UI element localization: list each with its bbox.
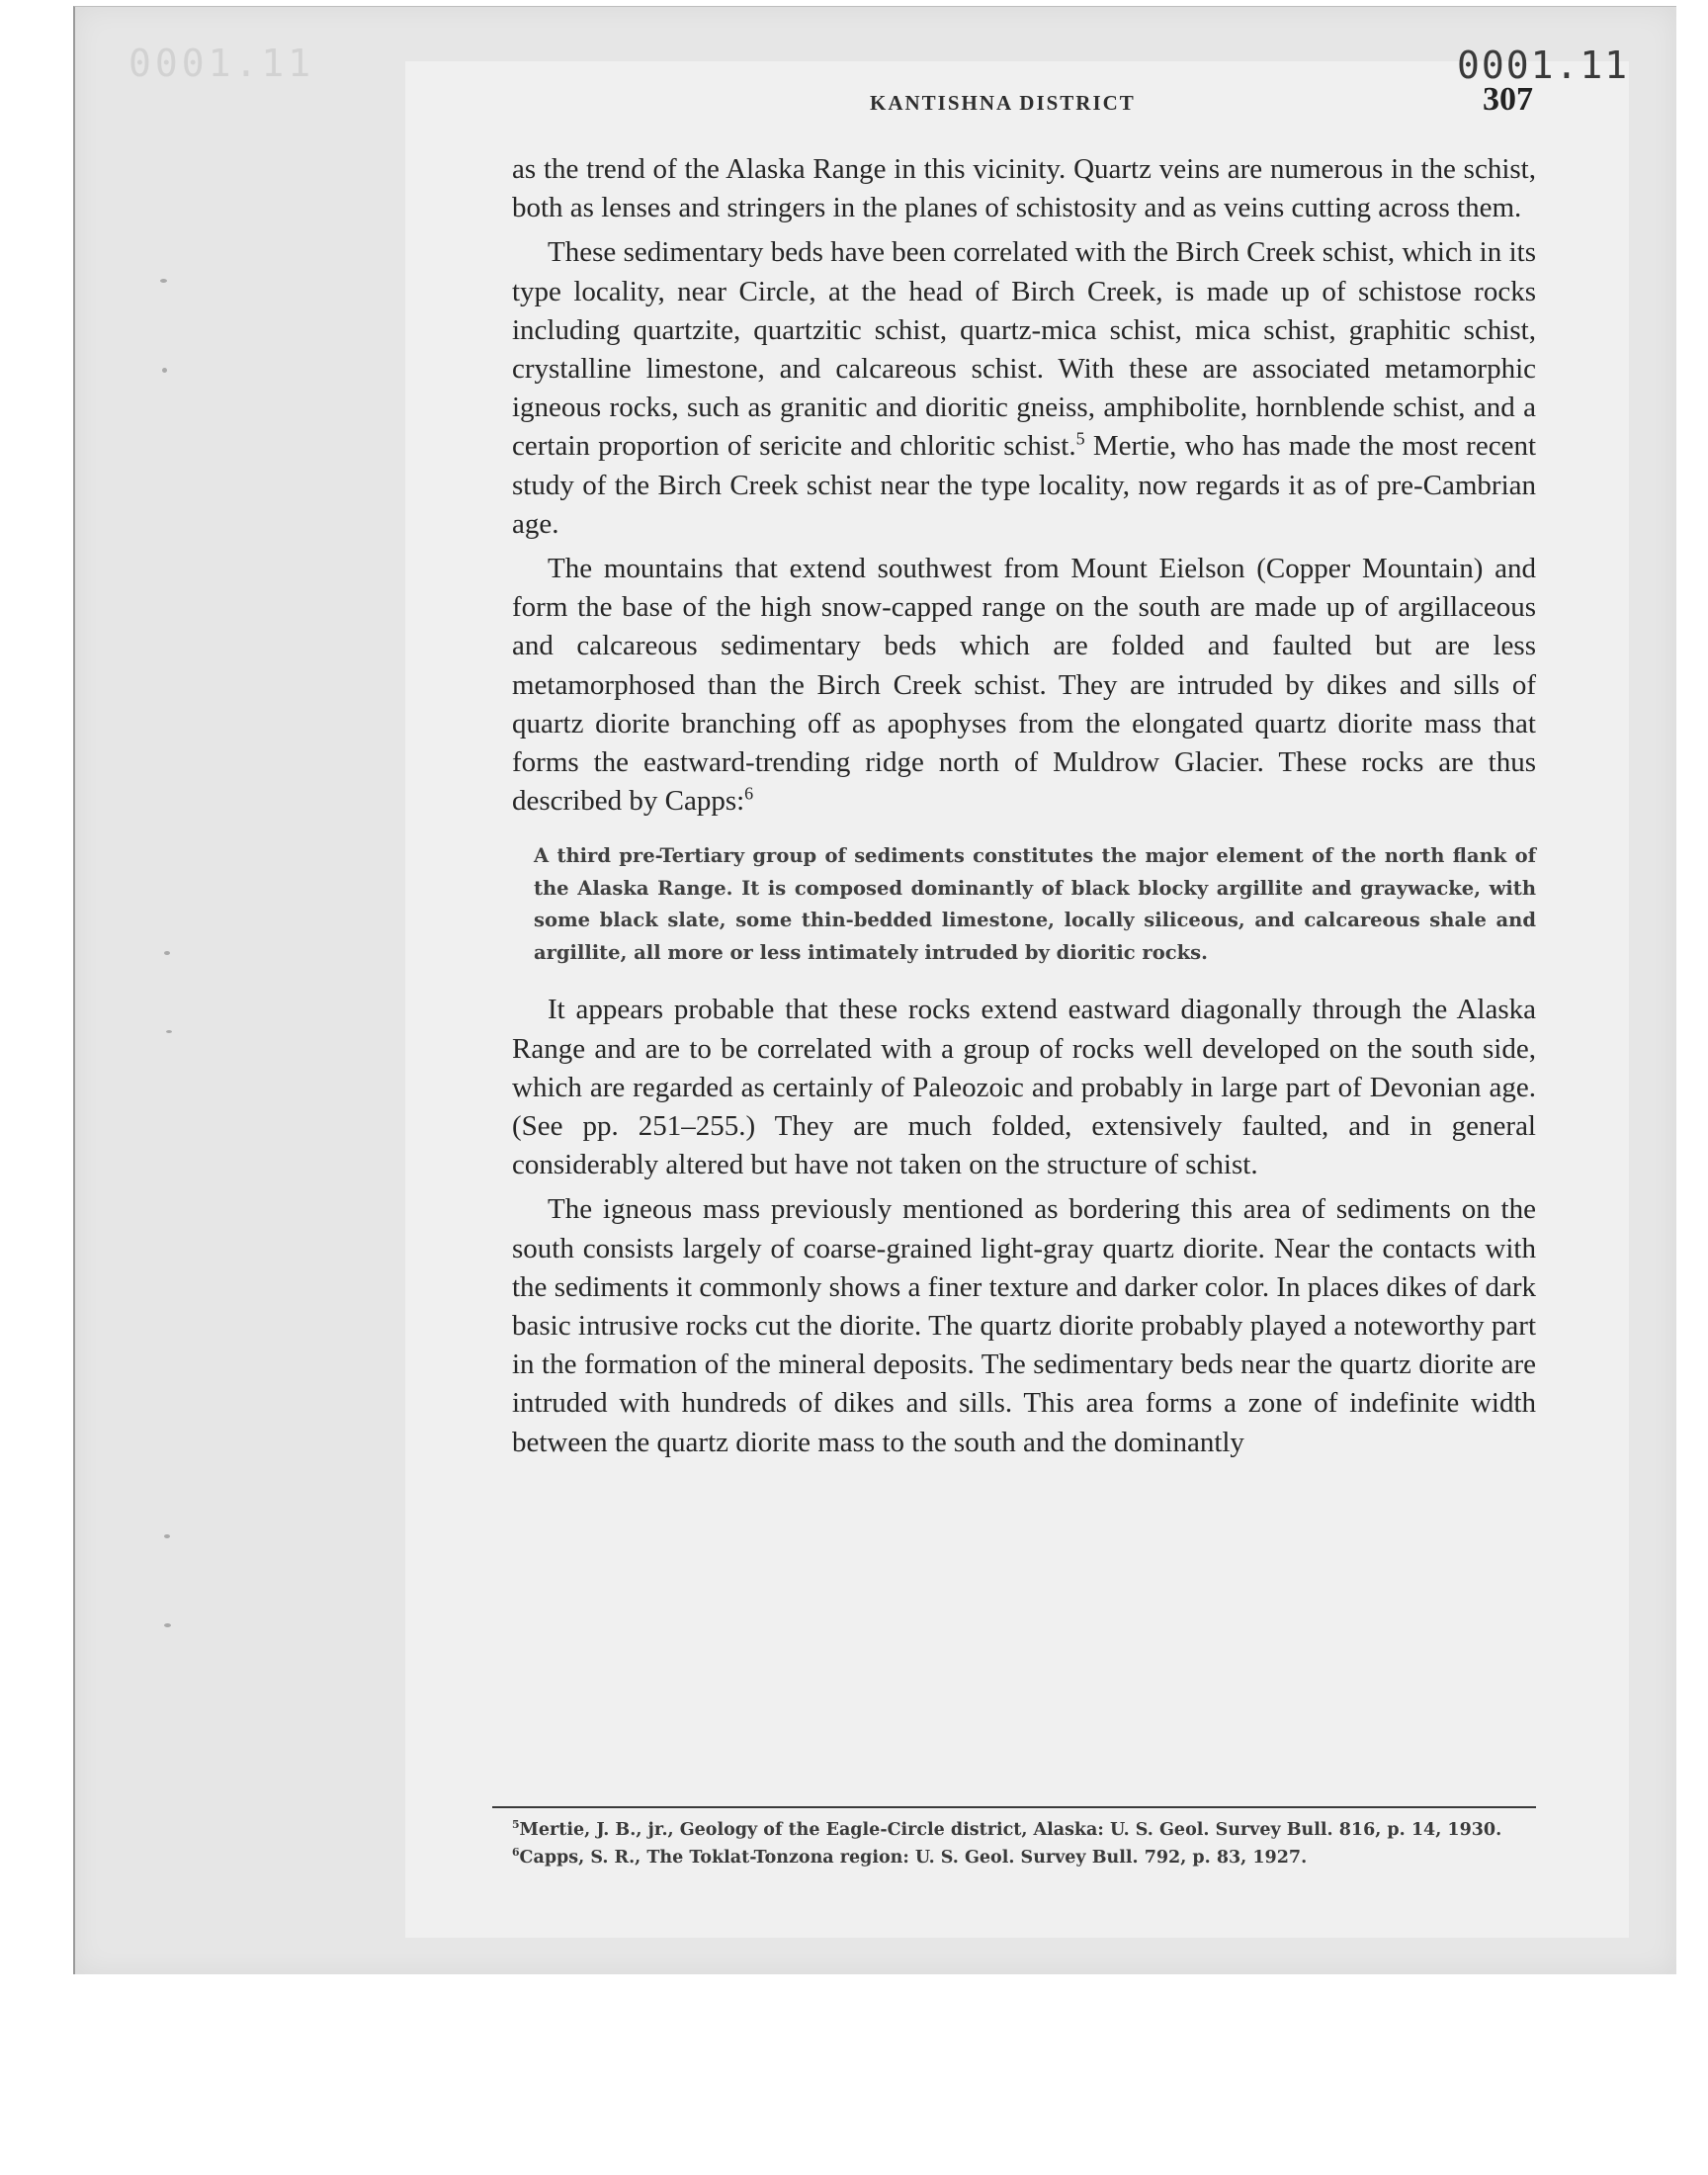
footnote-mark: 5 [512, 1818, 520, 1832]
paragraph-text: Mertie, who has made the most recent study of the Birch Creek schist near the type locality, now regards it as of pre-Cambrian age. [512, 430, 1536, 540]
paragraph [512, 550, 1536, 821]
footnote [492, 1817, 1536, 1845]
paragraph: It appears probable that these rocks extend eastward diagonally through the Alaska Range and are to be correlated with a group of rocks well developed on the south side, which are regarded as certainly of Paleozoic and probably in large part of Devonian age. (See pp. 251–255.) They are much folded, extensively faulted, and in general considerably altered but have not taken on the structure of schist. [512, 994, 1536, 1181]
footnote-mark: 6 [512, 1845, 520, 1859]
paragraph [512, 233, 1536, 544]
running-head: KANTISHNA DISTRICT [870, 91, 1136, 115]
page-number: 307 [1483, 81, 1533, 118]
scan-speck [160, 279, 167, 283]
bleed-through-stamp: 0001.11 [128, 42, 315, 85]
footnote-text: Mertie, J. B., jr., Geology of the Eagle-Circle district, Alaska: U. S. Geol. Survey Bull. 816, p. 14, 1930. [519, 1820, 1502, 1840]
scan-speck [164, 1623, 171, 1627]
block-quote: A third pre-Tertiary group of sediments constitutes the major element of the north flank of the Alaska Range. It is composed dominantly of black blocky argillite and graywacke, with some black slate, some thin-bedded limestone, locally siliceous, and calcareous shale and argillite, all more or less intimately intruded by dioritic rocks. [534, 844, 1536, 964]
paragraph-text: These sedimentary beds have been correlated with the Birch Creek schist, which in its type locality, near Circle, at the head of Birch Creek, is made up of schistose rocks including quartzite, quartzitic schist, quartz-mica schist, mica schist, graphitic schist, crystalline limestone, and calcareous schist. With these are associated metamorphic igneous rocks, such as granitic and dioritic gneiss, amphibolite, hornblende schist, and a certain proportion of sericite and chloritic schist. [512, 236, 1536, 463]
footnote-reference: 5 [1075, 428, 1085, 449]
paragraph-text: The mountains that extend southwest from Mount Eielson (Copper Mountain) and form the base of the high snow-capped range on the south are made up of argillaceous and calcareous sedimentary beds which are folded and faulted but are less metamorphosed than the Birch Creek schist. They are intruded by dikes and sills of quartz diorite branching off as apophyses from the elongated quartz diorite mass that forms the eastward-trending ridge north of Muldrow Glacier. These rocks are thus described by Capps: [512, 553, 1536, 818]
scan-speck [164, 951, 170, 955]
scan-speck [166, 1030, 172, 1033]
paragraph: as the trend of the Alaska Range in this vicinity. Quartz veins are numerous in the schist, both as lenses and stringers in the planes of schistosity and as veins cutting across them. [512, 153, 1536, 224]
paragraph: The igneous mass previously mentioned as bordering this area of sediments on the south consists largely of coarse-grained light-gray quartz diorite. Near the contacts with the sediments it commonly shows a finer texture and darker color. In places dikes of dark basic intrusive rocks cut the diorite. The quartz diorite probably played a noteworthy part in the formation of the mineral deposits. The sedimentary beds near the quartz diorite are intruded with hundreds of dikes and sills. This area forms a zone of indefinite width between the quartz diorite mass to the south and the dominantly [512, 1193, 1536, 1458]
footnote [492, 1845, 1536, 1872]
footnote-divider [492, 1806, 1536, 1808]
footnote-reference: 6 [744, 783, 754, 804]
archive-stamp: 0001.11 [1457, 44, 1630, 87]
body-text [512, 150, 1536, 1462]
footnotes [492, 1817, 1536, 1871]
scan-speck [164, 1534, 170, 1538]
scan-speck [162, 368, 167, 373]
footnote-text: Capps, S. R., The Toklat-Tonzona region: U. S. Geol. Survey Bull. 792, p. 83, 1927. [519, 1847, 1308, 1868]
